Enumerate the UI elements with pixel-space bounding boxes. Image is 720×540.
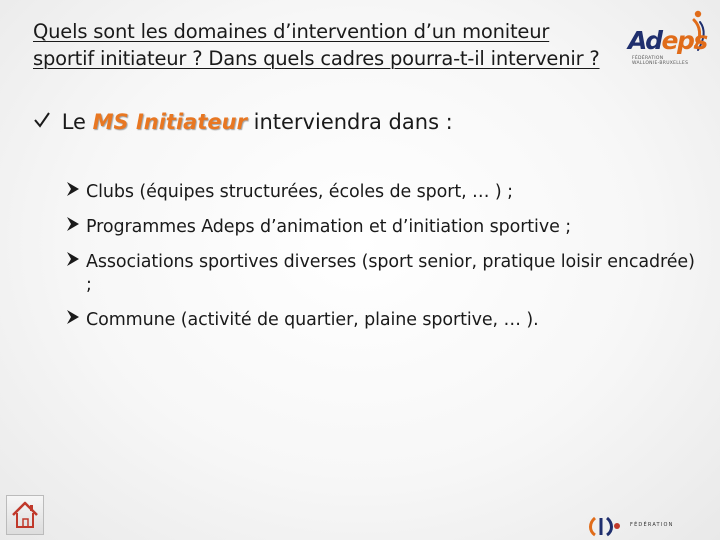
arrow-bullet-icon: [66, 251, 82, 274]
arrow-bullet-icon: [66, 216, 82, 239]
list-item: [66, 309, 696, 332]
main-point-suffix: interviendra dans :: [253, 110, 453, 134]
adeps-subtext: [632, 56, 692, 66]
adeps-suffix: eps: [661, 26, 707, 55]
adeps-subtext-line-2: WALLONIE-BRUXELLES: [632, 61, 689, 66]
arrow-bullet-icon: [66, 309, 82, 332]
federation-mark-icon: [585, 515, 629, 537]
list-item: [66, 216, 696, 239]
title-line-1: Quels sont les domaines d’intervention d’un moniteur: [33, 20, 550, 43]
intervention-list: [66, 181, 696, 344]
list-item: [66, 251, 696, 297]
home-icon: [7, 496, 43, 534]
home-button[interactable]: [6, 495, 44, 535]
list-item-text: Programmes Adeps d’animation et d’initiation sportive ;: [86, 217, 572, 237]
checkmark-icon: [33, 108, 51, 136]
adeps-wordmark: [628, 26, 707, 56]
arrow-bullet-icon: [66, 181, 82, 204]
adeps-prefix: Ad: [628, 26, 662, 55]
main-point: [33, 108, 453, 136]
list-item-text: Associations sportives diverses (sport senior, pratique loisir encadrée) ;: [86, 252, 695, 295]
adeps-logo: [620, 6, 710, 68]
title-line-2: sportif initiateur ? Dans quels cadres pourra-t-il intervenir ?: [33, 47, 600, 70]
adeps-subtext-line-1: FÉDÉRATION: [632, 56, 664, 61]
ms-initiateur-highlight: MS Initiateur: [92, 110, 247, 134]
list-item: [66, 181, 696, 204]
list-item-text: Commune (activité de quartier, plaine sportive, … ).: [86, 310, 539, 330]
federation-text: FÉDÉRATION: [630, 522, 674, 528]
main-point-prefix: Le: [61, 110, 86, 134]
federation-logo: [585, 515, 715, 537]
list-item-text: Clubs (équipes structurées, écoles de sport, … ) ;: [86, 182, 513, 202]
slide-title: [33, 18, 623, 72]
